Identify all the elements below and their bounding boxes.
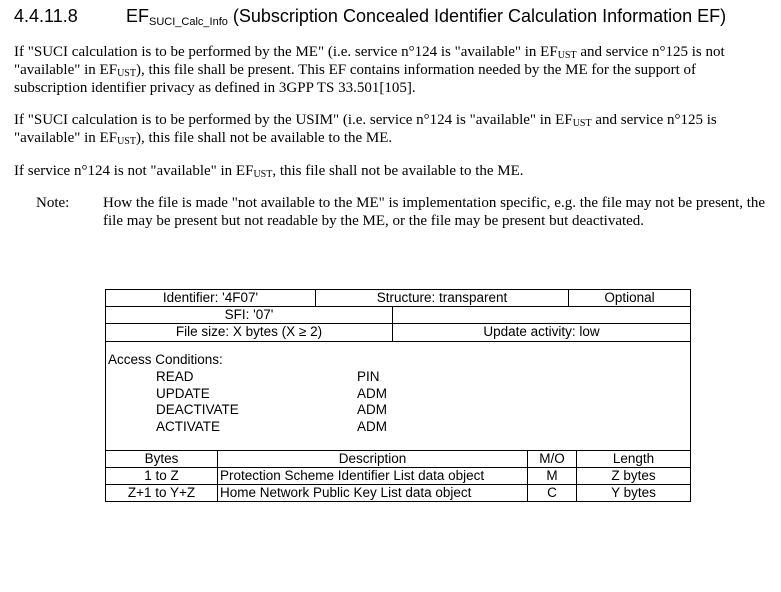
para2-text-c: ), this file shall not be available to the ME.: [135, 130, 393, 146]
para2-text-a: If "SUCI calculation is to be performed by the USIM" (i.e. service n°124 is "available" in EF: [14, 112, 573, 128]
para3-sub-a: UST: [253, 169, 273, 180]
access-op-activate: ACTIVATE: [156, 419, 221, 434]
row2-bytes: Z+1 to Y+Z: [105, 484, 218, 502]
access-conditions-title: Access Conditions:: [108, 352, 223, 367]
access-conditions-cell: [105, 341, 691, 451]
update-activity-cell: Update activity: low: [392, 323, 691, 342]
ef-subscript: SUCI_Calc_Info: [149, 16, 228, 28]
row1-length: Z bytes: [576, 467, 691, 485]
sfi-cell: SFI: '07': [105, 306, 393, 324]
row2-length: Y bytes: [576, 484, 691, 502]
header-length: Length: [576, 450, 691, 468]
paragraph-1: [14, 43, 766, 97]
header-bytes: Bytes: [105, 450, 218, 468]
section-number: 4.4.11.8: [14, 6, 78, 26]
paragraph-3: [14, 162, 766, 180]
row2-mo: C: [527, 484, 577, 502]
ef-prefix: EF: [126, 6, 150, 26]
access-cond-activate: ADM: [357, 419, 387, 434]
file-size-cell: File size: X bytes (X ≥ 2): [105, 323, 393, 342]
sfi-empty-cell: [392, 306, 691, 324]
section-heading: [14, 6, 726, 28]
access-op-deactivate: DEACTIVATE: [156, 402, 239, 417]
para1-sub-b: UST: [117, 68, 136, 79]
para1-sub-a: UST: [557, 50, 577, 61]
note-text: How the file is made "not available to the ME" is implementation specific, e.g. the file may not be present, the file may be present but not readable by the ME, or the file may be present but deactivated.: [103, 195, 766, 229]
optional-cell: Optional: [568, 289, 691, 307]
structure-cell: Structure: transparent: [315, 289, 569, 307]
para2-text-b: and service n°125 is "available" in EF: [14, 112, 717, 146]
para1-text-b: and service n°125 is not "available" in EF: [14, 44, 725, 78]
para3-text-a: If service n°124 is not "available" in EF: [14, 163, 254, 179]
header-description: Description: [217, 450, 528, 468]
para1-text-c: ), this file shall be present. This EF contains information needed by the ME for the support of subscription identifier privacy as defined in 3GPP TS 33.501[105].: [14, 62, 696, 96]
paragraph-2: [14, 111, 766, 147]
header-mo: M/O: [527, 450, 577, 468]
para2-sub-a: UST: [572, 118, 592, 129]
row1-description: Protection Scheme Identifier List data object: [217, 467, 528, 485]
identifier-cell: Identifier: '4F07': [105, 289, 316, 307]
access-op-update: UPDATE: [156, 386, 210, 401]
access-op-read: READ: [156, 369, 194, 384]
row1-bytes: 1 to Z: [105, 467, 218, 485]
access-cond-read: PIN: [357, 369, 380, 384]
access-cond-update: ADM: [357, 386, 387, 401]
para1-text-a: If "SUCI calculation is to be performed by the ME" (i.e. service n°124 is "available" in EF: [14, 44, 558, 60]
note-label: Note:: [36, 195, 70, 211]
row1-mo: M: [527, 467, 577, 485]
para3-text-b: , this file shall not be available to the ME.: [272, 163, 524, 179]
ef-structure-table: [105, 289, 691, 502]
row2-description: Home Network Public Key List data object: [217, 484, 528, 502]
section-title: (Subscription Concealed Identifier Calculation Information EF): [227, 6, 727, 26]
access-cond-deactivate: ADM: [357, 402, 387, 417]
para2-sub-b: UST: [117, 136, 136, 147]
